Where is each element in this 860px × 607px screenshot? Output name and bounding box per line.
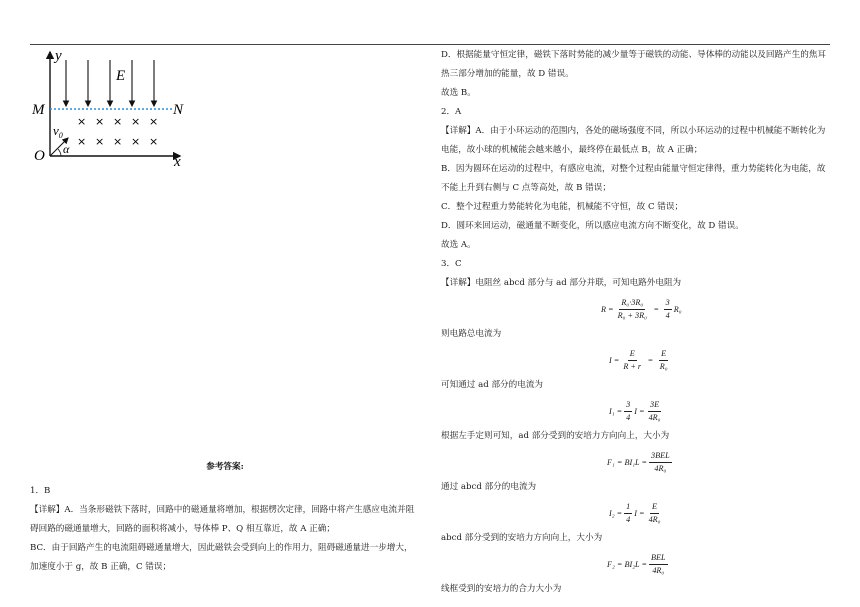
equation-i1: I₁ = $\frac{3}{4}$ I = $\frac{3E}{\text{4R₀}}$ — [609, 399, 661, 422]
answer-line: 根据左手定则可知，ad 部分受到的安培力方向向上，大小为 — [441, 431, 670, 441]
b-cross: × — [95, 115, 105, 128]
answers-right — [441, 46, 833, 599]
label-e: E — [116, 68, 126, 84]
label-n: N — [173, 102, 184, 118]
answer-line: 则电路总电流为 — [441, 329, 502, 339]
b-cross: × — [131, 115, 141, 128]
answers-left — [30, 458, 420, 577]
answer-line: 【详解】电阻丝 abcd 部分与 ad 部分并联，可知电路外电阻为 — [441, 278, 682, 288]
answer-line: 线框受到的安培力的合力大小为 — [441, 584, 562, 594]
b-cross: × — [113, 115, 123, 128]
label-v0: $v_0$ — [53, 123, 63, 140]
answer-line: 通过 abcd 部分的电流为 — [441, 482, 537, 492]
b-cross: × — [95, 135, 105, 148]
answer-line: 3．C — [441, 259, 462, 269]
b-cross: × — [113, 135, 123, 148]
answers-title: 参考答案: — [206, 462, 244, 472]
b-cross: × — [77, 135, 87, 148]
label-y: y — [55, 48, 62, 64]
answer-line: abcd 部分受到的安培力方向向上，大小为 — [441, 533, 603, 543]
answer-line: 碍回路的磁通量增大，回路的面积将减小，导体棒 P、Q 相互靠近，故 A 正确； — [30, 524, 335, 534]
answer-line: 热三部分增加的能量，故 D 错误。 — [441, 69, 574, 79]
label-alpha: α — [63, 142, 70, 156]
equation-i: I = $\frac{E}{R + r}$ = $\frac{E}{\text{R₀}}$ — [609, 348, 668, 371]
answer-line: B．因为圆环在运动的过程中，有感应电流，对整个过程由能量守恒定律得，重力势能转化为电能，故 — [441, 164, 826, 174]
equation-r: R = $\frac{\text{R₀·3R₀}}{\text{R₀ + 3R₀}}$ = $\frac{3}{4}$ R₀ — [601, 297, 682, 320]
angle-arc — [58, 149, 61, 156]
label-o: O — [34, 148, 45, 164]
label-m: M — [32, 102, 45, 118]
answer-line: D．圆环来回运动，磁通量不断变化，所以感应电流方向不断变化，故 D 错误。 — [441, 221, 744, 231]
answer-line: 1．B — [30, 486, 51, 496]
field-diagram — [28, 46, 198, 171]
answer-line: C．整个过程重力势能转化为电能，机械能不守恒，故 C 错误； — [441, 202, 684, 212]
header-rule — [30, 44, 830, 45]
answer-line: 【详解】A．当条形磁铁下落时，回路中的磁通量将增加，根据楞次定律，回路中将产生感应电流并阻 — [30, 505, 415, 515]
label-x: x — [174, 154, 181, 170]
answer-line: 加速度小于 g，故 B 正确，C 错误； — [30, 562, 172, 572]
answer-line: 【详解】A．由于小环运动的范围内，各处的磁场强度不同，所以小环运动的过程中机械能不断转化为 — [441, 126, 826, 136]
equation-i2: I₂ = $\frac{1}{4}$ I = $\frac{E}{\text{4R₀}}$ — [609, 501, 661, 524]
answer-line: 2．A — [441, 107, 462, 117]
answer-line: 可知通过 ad 部分的电流为 — [441, 380, 544, 390]
b-cross: × — [77, 115, 87, 128]
answer-line: 故选 A。 — [441, 240, 476, 250]
b-cross: × — [131, 135, 141, 148]
equation-f1: F₁ = BI₁L = $\frac{\text{3BEL}}{\text{4R₀}}$ — [607, 450, 670, 473]
answer-line: 电能，故小球的机械能会越来越小，最终停在最低点 B，故 A 正确； — [441, 145, 703, 155]
answer-line: 故选 B。 — [441, 88, 476, 98]
b-cross: × — [149, 135, 159, 148]
answer-line: BC．由于回路产生的电流阻碍磁通量增大，因此磁铁会受到向上的作用力，阻碍磁通量进一步增大， — [30, 543, 413, 553]
answer-line: 不能上升到右侧与 C 点等高处，故 B 错误； — [441, 183, 611, 193]
b-cross: × — [149, 115, 159, 128]
equation-f2: F₂ = BI₂L = $\frac{\text{BEL}}{\text{4R₀}}$ — [607, 552, 666, 575]
answer-line: D．根据能量守恒定律，磁铁下落时势能的减少量等于磁铁的动能、导体棒的动能以及回路产生的焦耳 — [441, 50, 827, 60]
